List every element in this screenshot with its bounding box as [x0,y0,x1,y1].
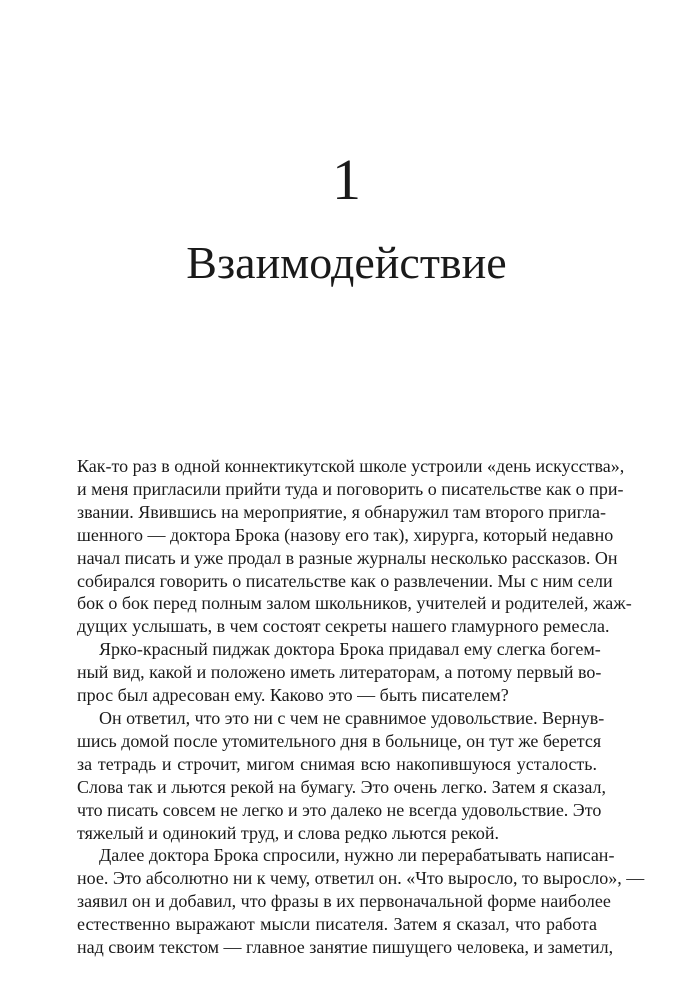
text-line: собирался говорить о писательстве как о развлечении. Мы с ним сели [77,570,613,591]
text-line: начал писать и уже продал в разные журналы несколько рассказов. Он [77,547,618,568]
text-line: и меня пригласили прийти туда и поговорить о писательстве как о при- [77,478,624,499]
text-line: Далее доктора Брока спросили, нужно ли перерабатывать написан- [99,845,615,866]
text-line: естественно выражают мысли писателя. Затем я сказал, что работа [77,914,597,935]
text-line: бок о бок перед полным залом школьников, учителей и родителей, жаж- [77,593,632,614]
text-line: шенного — доктора Брока (назову его так), хирурга, который недавно [77,524,614,545]
text-line: дущих услышать, в чем состоят секреты нашего гламурного ремесла. [77,616,610,637]
body-text [77,455,645,959]
text-line: прос был адресован ему. Каково это — быть писателем? [77,685,509,706]
text-line: за тетрадь и строчит, мигом снимая всю накопившуюся усталость. [77,753,597,774]
text-line: Ярко-красный пиджак доктора Брока придавал ему слегка богем- [99,639,601,660]
text-line: шись домой после утомительного дня в больнице, он тут же берется [77,730,602,751]
text-line: звании. Явившись на мероприятие, я обнаружил там второго пригла- [77,501,607,522]
text-line: ный вид, какой и положено иметь литераторам, а потому первый во- [77,662,602,683]
text-line: что писать совсем не легко и это далеко не всегда удовольствие. Это [77,799,602,820]
chapter-number: 1 [332,147,361,212]
text-line: Слова так и льются рекой на бумагу. Это очень легко. Затем я сказал, [77,776,606,797]
text-line: заявил он и добавил, что фразы в их первоначальной форме наиболее [77,891,611,912]
text-line: ное. Это абсолютно ни к чему, ответил он. «Что выросло, то выросло», — [77,868,645,889]
text-line: Как-то раз в одной коннектикутской школе устроили «день искусства», [77,456,625,476]
chapter-title: Взаимодействие [186,237,507,288]
text-line: над своим текстом — главное занятие пишущего человека, и заметил, [77,937,614,958]
text-line: Он ответил, что это ни с чем не сравнимое удовольствие. Вернув- [99,707,605,728]
text-line: тяжелый и одинокий труд, и слова редко льются рекой. [77,822,500,843]
